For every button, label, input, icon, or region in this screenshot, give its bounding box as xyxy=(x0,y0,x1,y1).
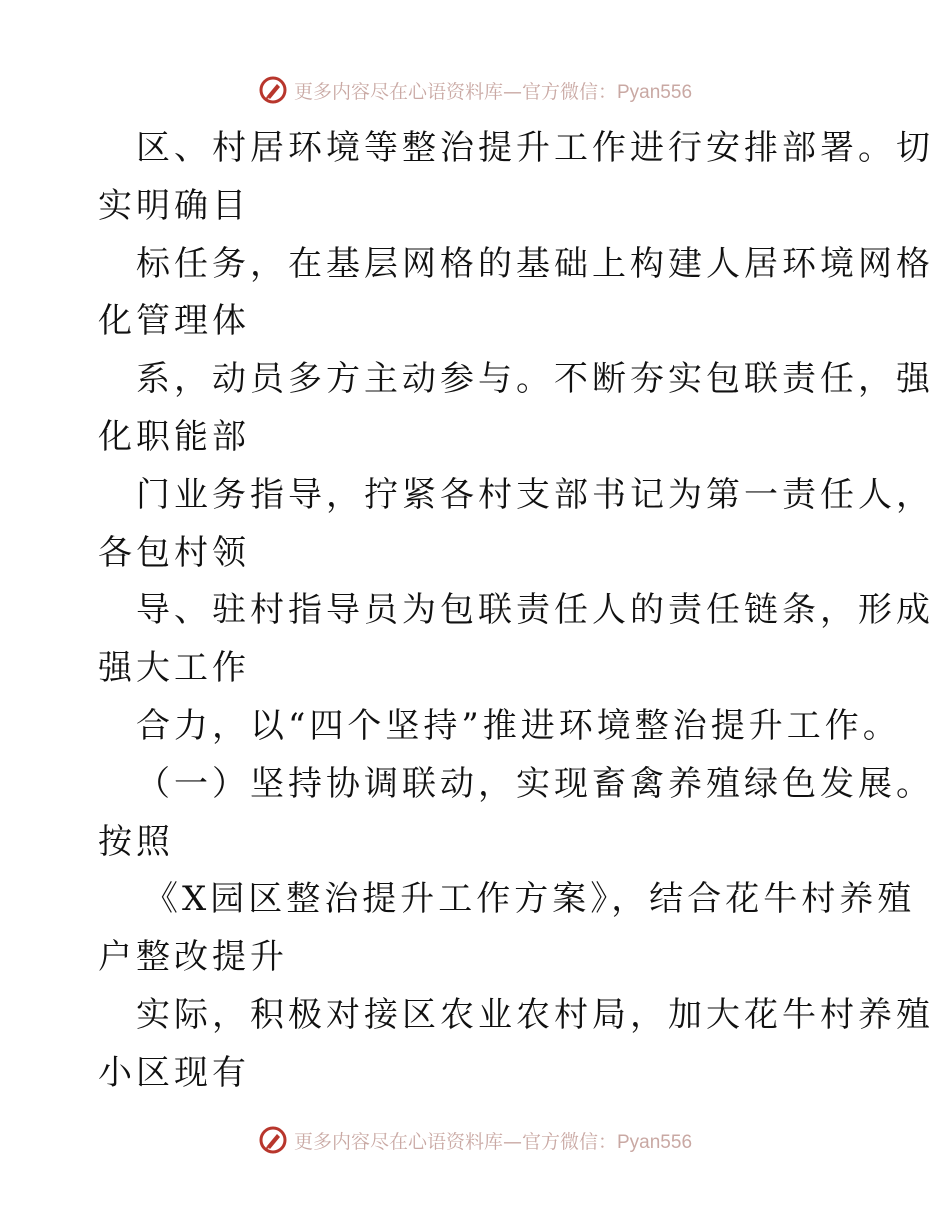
text-line: 实明确目 xyxy=(98,185,250,226)
text-line: 强大工作 xyxy=(98,648,250,689)
text-line: 户整改提升 xyxy=(98,937,288,978)
text-line: 区、村居环境等整治提升工作进行安排部署。切 xyxy=(136,128,934,168)
watermark-wechat-id: Pyan556 xyxy=(617,1131,693,1153)
pen-logo-icon xyxy=(258,75,288,105)
watermark-text: 更多内容尽在心语资料库—官方微信：Pyan556 xyxy=(293,1130,693,1153)
section-heading: （一）坚持协调联动，实现畜禽养殖绿色发展。 xyxy=(136,763,934,804)
text-line: 标任务，在基层网格的基础上构建人居环境网格 xyxy=(136,243,934,284)
text-line: 门业务指导，拧紧各村支部书记为第一责任人， xyxy=(136,474,934,515)
text-line: 《X园区整治提升工作方案》，结合花牛村养殖 xyxy=(144,879,916,920)
watermark-wechat-id: Pyan556 xyxy=(617,81,693,103)
watermark-text: 更多内容尽在心语资料库—官方微信：Pyan556 xyxy=(293,80,693,103)
text-line: 按照 xyxy=(98,821,174,862)
pen-logo-icon xyxy=(258,1125,288,1155)
text-line: 化管理体 xyxy=(98,301,250,342)
text-line: 化职能部 xyxy=(98,416,250,457)
document-body xyxy=(98,120,934,1103)
text-line: 导、驻村指导员为包联责任人的责任链条，形成 xyxy=(136,590,934,631)
text-line: 合力，以“四个坚持”推进环境整治提升工作。 xyxy=(136,705,901,746)
text-line: 小区现有 xyxy=(98,1052,250,1093)
header-watermark xyxy=(0,70,950,110)
footer-watermark xyxy=(0,1120,950,1160)
text-line: 各包村领 xyxy=(98,532,250,573)
text-line: 实际，积极对接区农业农村局，加大花牛村养殖 xyxy=(136,994,934,1035)
text-line: 系，动员多方主动参与。不断夯实包联责任，强 xyxy=(136,359,934,400)
